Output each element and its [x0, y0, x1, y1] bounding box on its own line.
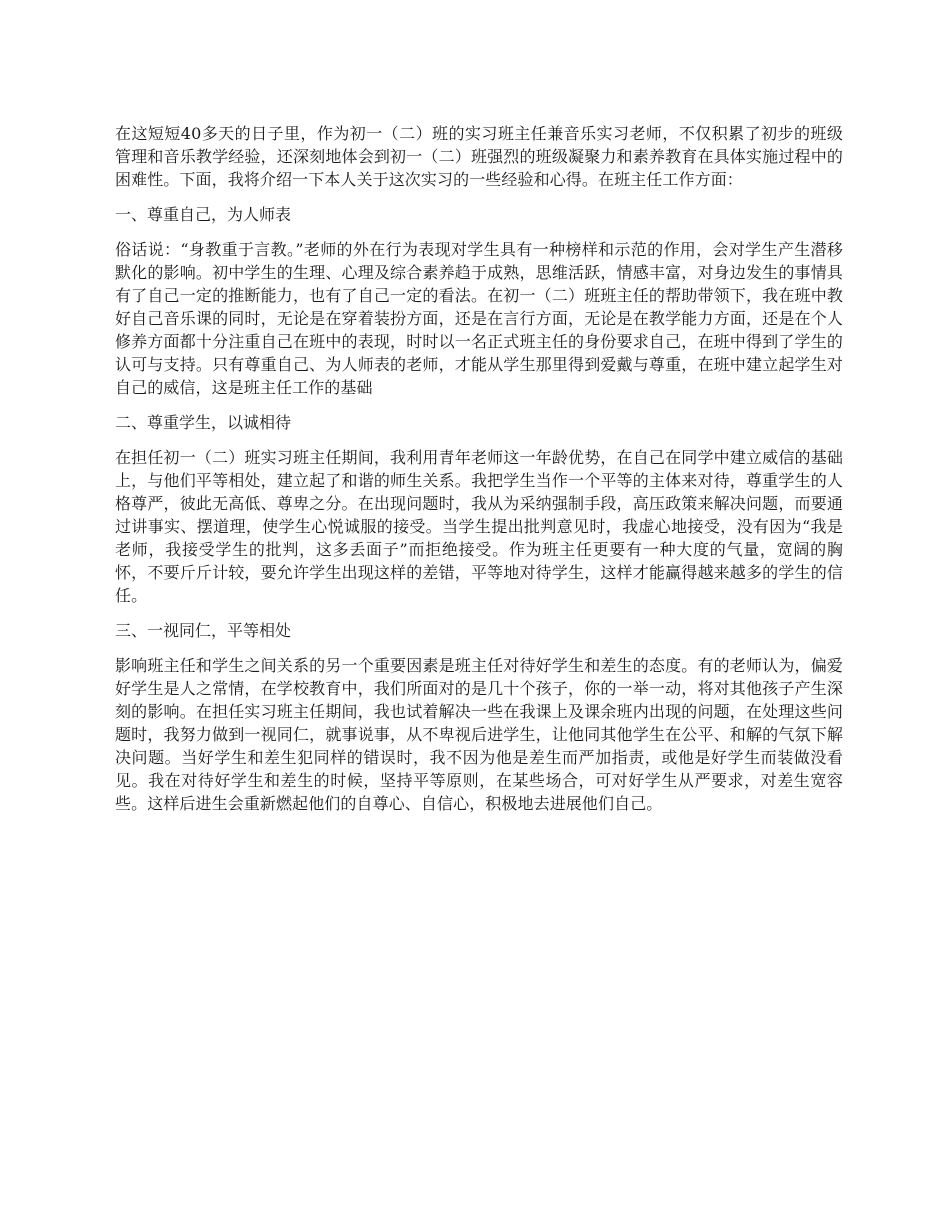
section-heading-2: 二、尊重学生，以诚相待: [115, 413, 292, 432]
section-3-paragraph: 影响班主任和学生之间关系的另一个重要因素是班主任对待好学生和差生的态度。有的老师认为，偏爱好学生是人之常情，在学校教育中，我们所面对的是几十个孩子，你的一举一动，将对其他孩子产生深刻的影响。在担任实习班主任期间，我也试着解决一些在我课上及课余班内出现的问题，在处理这些问题时，我努力做到一视同仁，就事说事，从不卑视后进学生，让他同其他学生在公平、和解的气氛下解决问题。当好学生和差生犯同样的错误时，我不因为他是差生而严加指责，或他是好学生而装做没看见。我在对待好学生和差生的时候，坚持平等原则，在某些场合，可对好学生从严要求，对差生宽容些。这样后进生会重新燃起他们的自尊心、自信心，积极地去进展他们自己。: [115, 656, 843, 813]
document-page: [115, 122, 843, 827]
section-heading-1: 一、尊重自己，为人师表: [115, 205, 292, 224]
section-1-paragraph: 俗话说：“身教重于言教。”老师的外在行为表现对学生具有一种榜样和示范的作用，会对学生产生潜移默化的影响。初中学生的生理、心理及综合素养趋于成熟，思维活跃，情感丰富，对身边发生的事情具有了自己一定的推断能力，也有了自己一定的看法。在初一（二）班班主任的帮助带领下，我在班中教好自己音乐课的同时，无论是在穿着装扮方面，还是在言行方面，无论是在教学能力方面，还是在个人修养方面都十分注重自己在班中的表现，时时以一名正式班主任的身份要求自己，在班中得到了学生的认可与支持。只有尊重自己、为人师表的老师，才能从学生那里得到爱戴与尊重，在班中建立起学生对自己的威信，这是班主任工作的基础: [115, 240, 843, 397]
section-heading-3: 三、一视同仁，平等相处: [115, 621, 292, 640]
section-2-paragraph: 在担任初一（二）班实习班主任期间，我利用青年老师这一年龄优势，在自己在同学中建立威信的基础上，与他们平等相处，建立起了和谐的师生关系。我把学生当作一个平等的主体来对待，尊重学生的人格尊严，彼此无高低、尊卑之分。在出现问题时，我从为采纳强制手段，高压政策来解决问题，而要通过讲事实、摆道理，使学生心悦诚服的接受。当学生提出批判意见时，我虚心地接受，没有因为“我是老师，我接受学生的批判，这多丢面子”而拒绝接受。作为班主任更要有一种大度的气量，宽阔的胸怀，不要斤斤计较，要允许学生出现这样的差错，平等地对待学生，这样才能赢得越来越多的学生的信任。: [115, 448, 843, 605]
intro-paragraph: 在这短短40多天的日子里，作为初一（二）班的实习班主任兼音乐实习老师，不仅积累了初步的班级管理和音乐教学经验，还深刻地体会到初一（二）班强烈的班级凝聚力和素养教育在具体实施过程中的困难性。下面，我将介绍一下本人关于这次实习的一些经验和心得。在班主任工作方面：: [115, 124, 843, 189]
